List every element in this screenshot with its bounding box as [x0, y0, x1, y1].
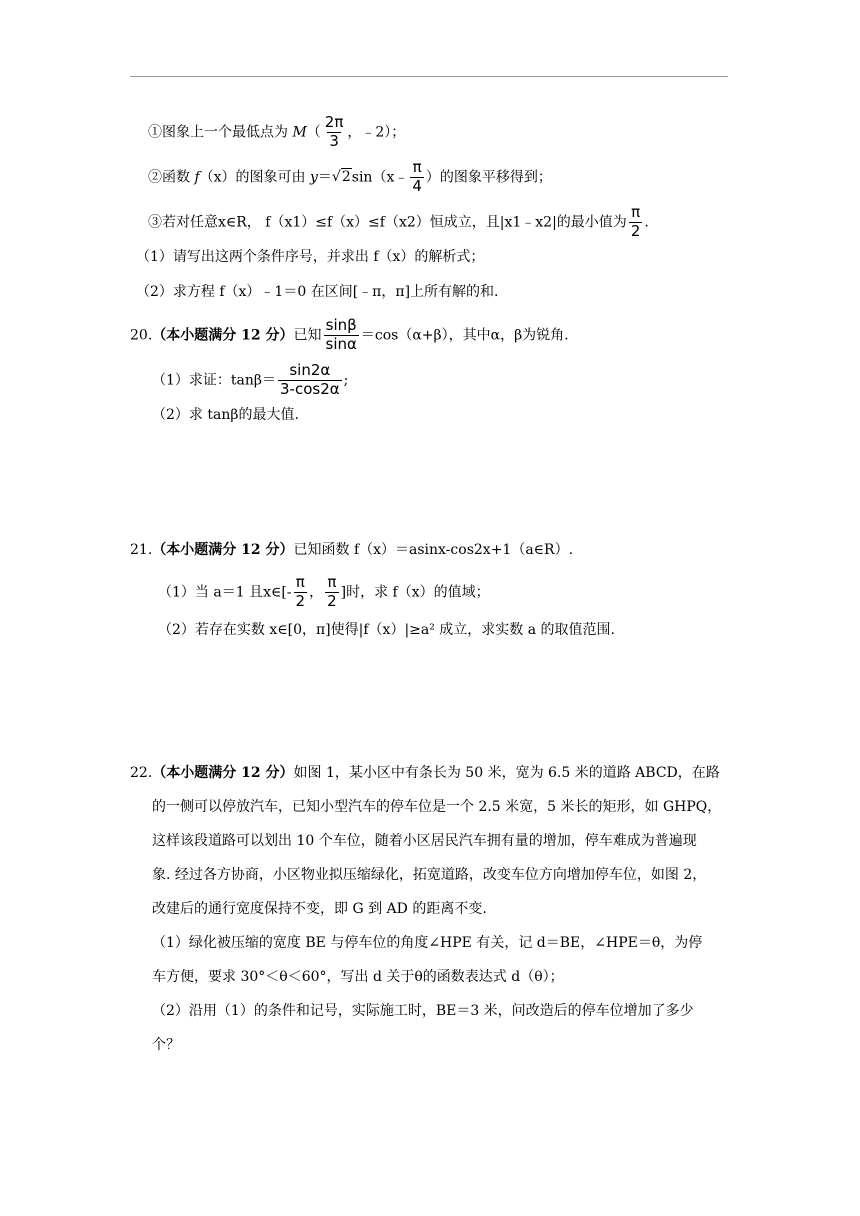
q21-part-2: （2）若存在实数 x∈[0，π]使得|f（x）|≥a² 成立，求实数 a 的取值范围. [158, 622, 615, 638]
q22-line-3: 这样该段道路可以划出 10 个车位，随着小区居民汽车拥有量的增加，停车难成为普遍现 [152, 833, 697, 849]
q22-line-9: 个？ [152, 1037, 180, 1053]
condition-3: ③若对任意x∈R， f（x1）≤f（x）≤f（x2）恒成立，且|x1﹣x2|的最小值为 $\frac{\pi}{2}$ . [148, 203, 649, 240]
q22-line-5: 改建后的通行宽度保持不变，即 G 到 AD 的距离不变. [152, 901, 487, 917]
fraction-pi-over-2-b: $\frac{\pi}{2}$ [327, 573, 337, 610]
q22-line-7: 车方便，要求 30°＜θ＜60°，写出 d 关于θ的函数表达式 d（θ）； [152, 969, 564, 985]
fraction-pi-over-2-a: $\frac{\pi}{2}$ [295, 573, 306, 610]
fraction-2pi-over-3: $\frac{2\pi}{3}$ [324, 113, 344, 150]
q20-part-2: （2）求 tanβ的最大值. [152, 407, 299, 423]
fraction-sinb-over-sina: $\frac{\sin\beta}{\sin\alpha}$ [325, 316, 357, 353]
header-rule [130, 76, 728, 77]
q19-part-2: （2）求方程 f（x）﹣1＝0 在区间[﹣π，π]上所有解的和. [136, 284, 499, 300]
fraction-pi-over-2: $\frac{\pi}{2}$ [630, 203, 641, 240]
q22-line-6: （1）绿化被压缩的宽度 BE 与停车位的角度∠HPE 有关，记 d＝BE，∠HPE＝θ，为停 [152, 935, 703, 951]
q22-line-2: 的一侧可以停放汽车，已知小型汽车的停车位是一个 2.5 米宽，5 米长的矩形，如 GHPQ， [152, 799, 722, 815]
q22-line-1: 22.（本小题满分 12 分）如图 1，某小区中有条长为 50 米，宽为 6.5 米的道路 ABCD，在路 [130, 765, 720, 781]
sqrt-2: √2 [331, 169, 351, 186]
fraction-pi-over-4: $\frac{\pi}{4}$ [412, 158, 422, 195]
q22-line-4: 象. 经过各方协商，小区物业拟压缩绿化，拓宽道路，改变车位方向增加停车位，如图 2， [152, 867, 707, 883]
q21-stem: 21.（本小题满分 12 分）已知函数 f（x）＝asinx-cos2x+1（a∈R）. [130, 542, 574, 558]
condition-2: ②函数 f（x）的图象可由 y＝√2sin（x﹣ $\frac{\pi}{4}$ ）的图象平移得到； [148, 158, 552, 195]
q21-part-1: （1）当 a＝1 且x∈[- $\frac{\pi}{2}$ ， $\frac{\pi}{2}$ ]时，求 f（x）的值域； [158, 573, 490, 610]
condition-1: ①图象上一个最低点为 M（ $\frac{2\pi}{3}$ ，﹣2）； [148, 113, 406, 150]
q22-line-8: （2）沿用（1）的条件和记号，实际施工时，BE＝3 米，问改造后的停车位增加了多少 [152, 1003, 694, 1019]
q19-part-1: （1）请写出这两个条件序号，并求出 f（x）的解析式； [136, 249, 485, 265]
q20-stem: 20.（本小题满分 12 分）已知 $\frac{\sin\beta}{\sin\alpha}$ ＝cos（α+β），其中α，β为锐角. [130, 316, 569, 353]
q20-part-1: （1）求证：tanβ＝ $\frac{\sin 2\alpha}{3-\cos 2\alpha}$ ; [152, 361, 349, 398]
fraction-sin2a-over-3-cos2a: $\frac{\sin 2\alpha}{3-\cos 2\alpha}$ [280, 361, 340, 398]
